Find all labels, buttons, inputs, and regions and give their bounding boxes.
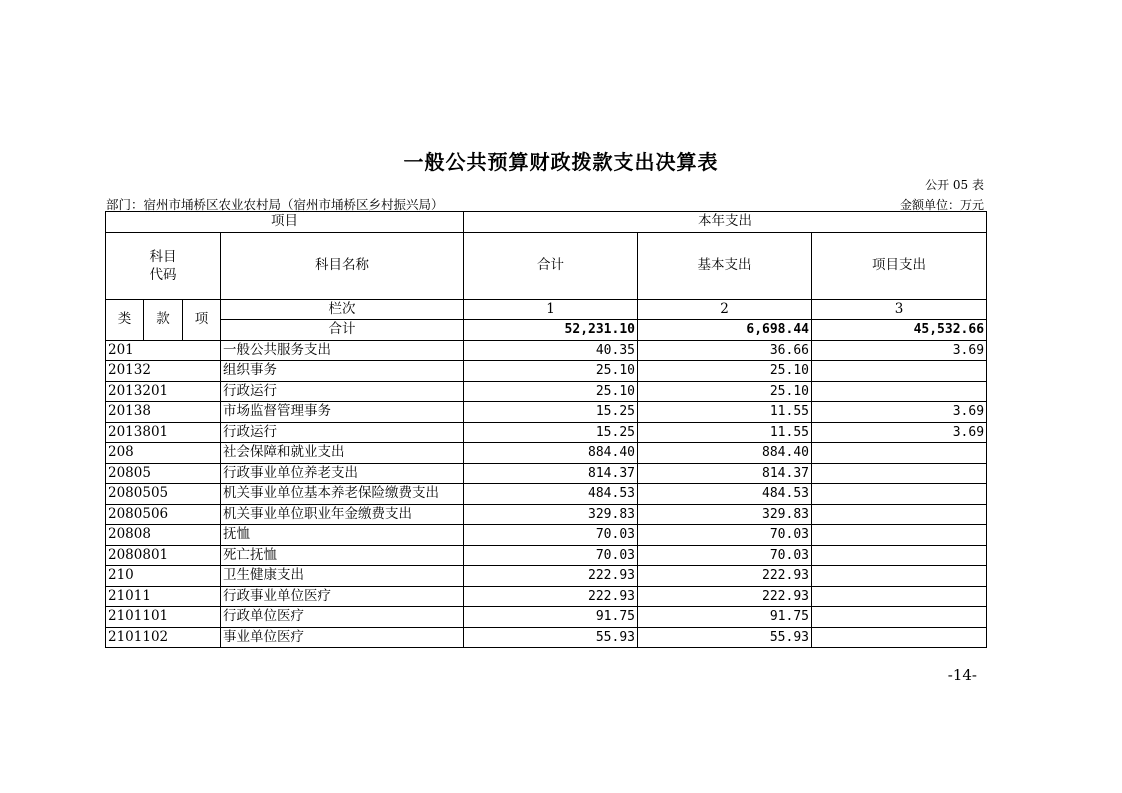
- table-row: [106, 566, 987, 587]
- summary-basic: 6,698.44: [638, 320, 812, 341]
- row-code: 20805: [106, 463, 221, 484]
- header-col3: 3: [812, 299, 987, 320]
- row-total: 55.93: [464, 627, 638, 648]
- table-row: [106, 402, 987, 423]
- row-project: [812, 525, 987, 546]
- row-code: 208: [106, 443, 221, 464]
- summary-row: [106, 320, 987, 341]
- row-project: [812, 484, 987, 505]
- row-project: [812, 463, 987, 484]
- table-row: [106, 525, 987, 546]
- row-basic: 222.93: [638, 586, 812, 607]
- header-kuan: 款: [144, 299, 183, 340]
- header-subject-name: 科目名称: [221, 232, 464, 299]
- header-row-2: [106, 232, 987, 299]
- row-project: [812, 361, 987, 382]
- row-code: 21011: [106, 586, 221, 607]
- header-row-3: [106, 299, 987, 320]
- header-total: 合计: [464, 232, 638, 299]
- row-basic: 329.83: [638, 504, 812, 525]
- header-col1: 1: [464, 299, 638, 320]
- row-name: 一般公共服务支出: [221, 340, 464, 361]
- page-number: -14-: [947, 666, 977, 684]
- row-basic: 484.53: [638, 484, 812, 505]
- row-total: 70.03: [464, 525, 638, 546]
- row-name: 机关事业单位职业年金缴费支出: [221, 504, 464, 525]
- row-project: [812, 504, 987, 525]
- row-name: 抚恤: [221, 525, 464, 546]
- row-code: 2013801: [106, 422, 221, 443]
- row-project: [812, 607, 987, 628]
- row-name: 行政事业单位养老支出: [221, 463, 464, 484]
- department-label: 部门：宿州市埇桥区农业农村局（宿州市埇桥区乡村振兴局）: [106, 197, 444, 212]
- table-row: [106, 586, 987, 607]
- header-code-line2: 代码: [149, 266, 177, 283]
- table-row: [106, 422, 987, 443]
- table-row: [106, 504, 987, 525]
- row-total: 329.83: [464, 504, 638, 525]
- row-code: 2101101: [106, 607, 221, 628]
- row-project: [812, 586, 987, 607]
- row-project: [812, 627, 987, 648]
- row-basic: 814.37: [638, 463, 812, 484]
- header-lei: 类: [106, 299, 144, 340]
- expenditure-table: [105, 211, 987, 648]
- header-row-1: [106, 212, 987, 233]
- row-name: 行政运行: [221, 422, 464, 443]
- row-name: 卫生健康支出: [221, 566, 464, 587]
- summary-total: 52,231.10: [464, 320, 638, 341]
- row-basic: 884.40: [638, 443, 812, 464]
- header-subject-code: [106, 232, 221, 299]
- row-total: 15.25: [464, 422, 638, 443]
- table-row: [106, 484, 987, 505]
- row-code: 2101102: [106, 627, 221, 648]
- row-project: [812, 545, 987, 566]
- row-code: 20138: [106, 402, 221, 423]
- row-basic: 55.93: [638, 627, 812, 648]
- row-code: 2080506: [106, 504, 221, 525]
- table-row: [106, 463, 987, 484]
- row-name: 行政单位医疗: [221, 607, 464, 628]
- row-project: 3.69: [812, 340, 987, 361]
- table-row: [106, 361, 987, 382]
- row-basic: 91.75: [638, 607, 812, 628]
- row-name: 市场监督管理事务: [221, 402, 464, 423]
- table-row: [106, 627, 987, 648]
- row-code: 201: [106, 340, 221, 361]
- row-name: 死亡抚恤: [221, 545, 464, 566]
- row-project: 3.69: [812, 402, 987, 423]
- row-total: 484.53: [464, 484, 638, 505]
- header-column-index: 栏次: [221, 299, 464, 320]
- header-project-exp: 项目支出: [812, 232, 987, 299]
- table-row: [106, 443, 987, 464]
- row-project: [812, 381, 987, 402]
- row-code: 210: [106, 566, 221, 587]
- row-name: 事业单位医疗: [221, 627, 464, 648]
- row-total: 40.35: [464, 340, 638, 361]
- row-total: 814.37: [464, 463, 638, 484]
- row-basic: 70.03: [638, 525, 812, 546]
- table-row: [106, 340, 987, 361]
- table-row: [106, 545, 987, 566]
- amount-unit-label: 金额单位：万元: [899, 198, 984, 212]
- row-basic: 11.55: [638, 422, 812, 443]
- row-name: 组织事务: [221, 361, 464, 382]
- row-total: 884.40: [464, 443, 638, 464]
- row-code: 2080505: [106, 484, 221, 505]
- header-xiang: 项: [183, 299, 221, 340]
- row-basic: 11.55: [638, 402, 812, 423]
- header-col2: 2: [638, 299, 812, 320]
- summary-project: 45,532.66: [812, 320, 987, 341]
- row-total: 222.93: [464, 586, 638, 607]
- form-number: 公开 05 表: [925, 178, 984, 192]
- row-basic: 36.66: [638, 340, 812, 361]
- header-current-year: 本年支出: [464, 212, 987, 233]
- table-row: [106, 607, 987, 628]
- row-name: 行政事业单位医疗: [221, 586, 464, 607]
- row-code: 20808: [106, 525, 221, 546]
- row-basic: 70.03: [638, 545, 812, 566]
- row-code: 2013201: [106, 381, 221, 402]
- row-name: 行政运行: [221, 381, 464, 402]
- row-total: 91.75: [464, 607, 638, 628]
- row-code: 2080801: [106, 545, 221, 566]
- row-name: 机关事业单位基本养老保险缴费支出: [221, 484, 464, 505]
- header-code-line1: 科目: [149, 248, 177, 265]
- row-basic: 25.10: [638, 381, 812, 402]
- row-total: 222.93: [464, 566, 638, 587]
- row-basic: 222.93: [638, 566, 812, 587]
- summary-label: 合计: [221, 320, 464, 341]
- row-project: 3.69: [812, 422, 987, 443]
- header-basic: 基本支出: [638, 232, 812, 299]
- row-name: 社会保障和就业支出: [221, 443, 464, 464]
- document-title: 一般公共预算财政拨款支出决算表: [403, 150, 719, 174]
- row-basic: 25.10: [638, 361, 812, 382]
- row-total: 25.10: [464, 361, 638, 382]
- header-project: 项目: [106, 212, 464, 233]
- row-total: 25.10: [464, 381, 638, 402]
- row-total: 70.03: [464, 545, 638, 566]
- table-row: [106, 381, 987, 402]
- row-code: 20132: [106, 361, 221, 382]
- row-total: 15.25: [464, 402, 638, 423]
- row-project: [812, 443, 987, 464]
- row-project: [812, 566, 987, 587]
